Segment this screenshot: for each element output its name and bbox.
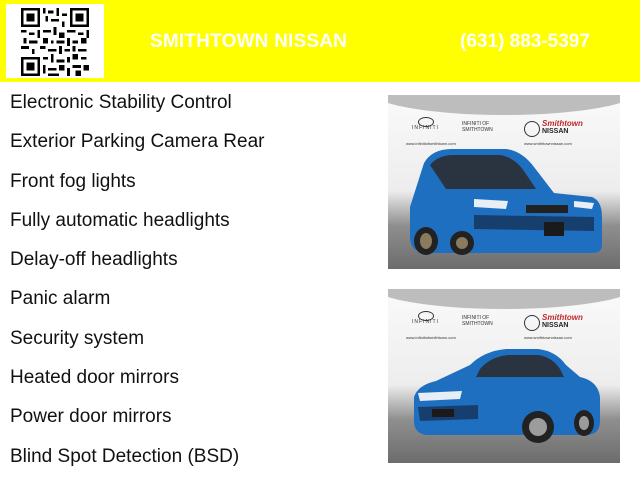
car-front-image <box>388 95 620 269</box>
nissan-url: www.smithtownnissan.com <box>524 141 572 146</box>
feature-item: Delay-off headlights <box>10 249 178 271</box>
vehicle-photo-front[interactable] <box>388 95 620 269</box>
smithtown-logo-text: Smithtown <box>542 119 583 128</box>
infiniti-of-label: INFINITI OF SMITHTOWN <box>462 121 493 133</box>
feature-item: Exterior Parking Camera Rear <box>10 131 265 153</box>
feature-item: Heated door mirrors <box>10 367 179 389</box>
car-side-image <box>388 289 620 463</box>
qr-code-icon <box>20 8 90 76</box>
feature-item: Panic alarm <box>10 288 111 310</box>
infiniti-label: INFINITI <box>412 319 439 325</box>
qr-code[interactable] <box>6 4 104 78</box>
feature-item: Security system <box>10 327 145 349</box>
header-banner <box>0 0 640 82</box>
nissan-url: www.smithtownnissan.com <box>524 335 572 340</box>
feature-item: Power door mirrors <box>10 406 172 428</box>
infiniti-of-label: INFINITI OF SMITHTOWN <box>462 315 493 327</box>
infiniti-label: INFINITI <box>412 125 439 131</box>
infiniti-url: www.infinitiofsmithtown.com <box>406 141 456 146</box>
dealer-name: SMITHTOWN NISSAN <box>150 31 348 52</box>
feature-list <box>10 92 264 485</box>
nissan-logo-text: NISSAN <box>542 322 569 329</box>
vehicle-photo-side[interactable] <box>388 289 620 463</box>
infiniti-url: www.infinitiofsmithtown.com <box>406 335 456 340</box>
nissan-logo-text: NISSAN <box>542 128 569 135</box>
feature-item: Front fog lights <box>10 170 136 192</box>
feature-item: Electronic Stability Control <box>10 92 232 113</box>
dealer-phone[interactable]: (631) 883-5397 <box>460 31 590 52</box>
feature-item: Fully automatic headlights <box>10 209 230 231</box>
feature-item: Blind Spot Detection (BSD) <box>10 445 240 467</box>
smithtown-logo-text: Smithtown <box>542 313 583 322</box>
